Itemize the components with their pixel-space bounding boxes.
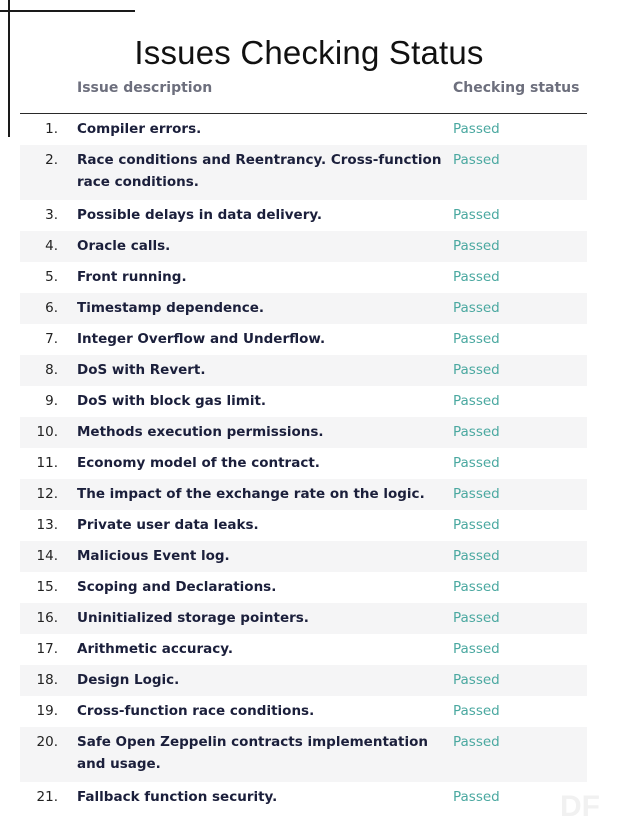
status-badge: Passed	[453, 393, 500, 409]
table-row	[20, 324, 587, 355]
issue-description: Cross-function race conditions.	[77, 703, 315, 719]
status-badge: Passed	[453, 362, 500, 378]
issue-description: Scoping and Declarations.	[77, 579, 277, 595]
status-badge: Passed	[453, 486, 500, 502]
status-badge: Passed	[453, 579, 500, 595]
row-number: 10.	[36, 424, 58, 440]
table-row	[20, 727, 587, 782]
table-row	[20, 114, 587, 145]
table-row	[20, 603, 587, 634]
status-badge: Passed	[453, 121, 500, 137]
row-number: 11.	[36, 455, 58, 471]
table-row	[20, 145, 587, 200]
table-row	[20, 200, 587, 231]
status-badge: Passed	[453, 331, 500, 347]
issue-description: Race conditions and Reentrancy. Cross-function race conditions.	[77, 152, 442, 190]
status-badge: Passed	[453, 548, 500, 564]
issue-description: Safe Open Zeppelin contracts implementation and usage.	[77, 734, 428, 772]
row-number: 21.	[36, 789, 58, 805]
table-row	[20, 541, 587, 572]
issue-description: Malicious Event log.	[77, 548, 230, 564]
row-number: 17.	[36, 641, 58, 657]
row-number: 6.	[45, 300, 58, 316]
status-badge: Passed	[453, 207, 500, 223]
row-number: 16.	[36, 610, 58, 626]
status-badge: Passed	[453, 789, 500, 805]
issue-description: Integer Overflow and Underflow.	[77, 331, 326, 347]
row-number: 14.	[36, 548, 58, 564]
status-badge: Passed	[453, 610, 500, 626]
issue-description: DoS with block gas limit.	[77, 393, 267, 409]
row-number: 15.	[36, 579, 58, 595]
status-badge: Passed	[453, 672, 500, 688]
issue-description: Uninitialized storage pointers.	[77, 610, 309, 626]
issue-description: Timestamp dependence.	[77, 300, 265, 316]
row-number: 12.	[36, 486, 58, 502]
issue-description: Front running.	[77, 269, 187, 285]
status-badge: Passed	[453, 517, 500, 533]
table-row	[20, 572, 587, 603]
status-badge: Passed	[453, 455, 500, 471]
table-row	[20, 262, 587, 293]
table-row	[20, 665, 587, 696]
issue-description: Economy model of the contract.	[77, 455, 320, 471]
row-number: 2.	[45, 152, 58, 168]
status-badge: Passed	[453, 300, 500, 316]
table-row	[20, 386, 587, 417]
row-number: 5.	[45, 269, 58, 285]
table-row	[20, 479, 587, 510]
row-number: 1.	[45, 121, 58, 137]
issue-description: Methods execution permissions.	[77, 424, 324, 440]
row-number: 20.	[36, 734, 58, 750]
status-badge: Passed	[453, 238, 500, 254]
status-badge: Passed	[453, 703, 500, 719]
row-number: 3.	[45, 207, 58, 223]
column-header-status: Checking status	[453, 80, 580, 96]
issue-description: Oracle calls.	[77, 238, 171, 254]
table-row	[20, 355, 587, 386]
status-badge: Passed	[453, 424, 500, 440]
row-number: 13.	[36, 517, 58, 533]
status-badge: Passed	[453, 641, 500, 657]
issue-description: Compiler errors.	[77, 121, 202, 137]
issue-description: Fallback function security.	[77, 789, 278, 805]
status-badge: Passed	[453, 734, 500, 750]
row-number: 7.	[45, 331, 58, 347]
issue-description: The impact of the exchange rate on the logic.	[77, 486, 425, 502]
status-badge: Passed	[453, 152, 500, 168]
table-row	[20, 510, 587, 541]
issue-description: Design Logic.	[77, 672, 180, 688]
row-number: 9.	[45, 393, 58, 409]
status-badge: Passed	[453, 269, 500, 285]
row-number: 4.	[45, 238, 58, 254]
issues-table	[20, 114, 587, 813]
table-row	[20, 417, 587, 448]
corner-line-horizontal	[0, 10, 135, 12]
table-row	[20, 782, 587, 813]
issue-description: DoS with Revert.	[77, 362, 206, 378]
table-row	[20, 448, 587, 479]
row-number: 18.	[36, 672, 58, 688]
row-number: 19.	[36, 703, 58, 719]
issue-description: Arithmetic accuracy.	[77, 641, 233, 657]
watermark-logo: DF	[560, 790, 600, 823]
table-row	[20, 696, 587, 727]
table-row	[20, 634, 587, 665]
column-header-description: Issue description	[77, 80, 213, 96]
issue-description: Possible delays in data delivery.	[77, 207, 323, 223]
issue-description: Private user data leaks.	[77, 517, 259, 533]
page-title: Issues Checking Status	[134, 34, 484, 71]
row-number: 8.	[45, 362, 58, 378]
table-row	[20, 231, 587, 262]
table-row	[20, 293, 587, 324]
